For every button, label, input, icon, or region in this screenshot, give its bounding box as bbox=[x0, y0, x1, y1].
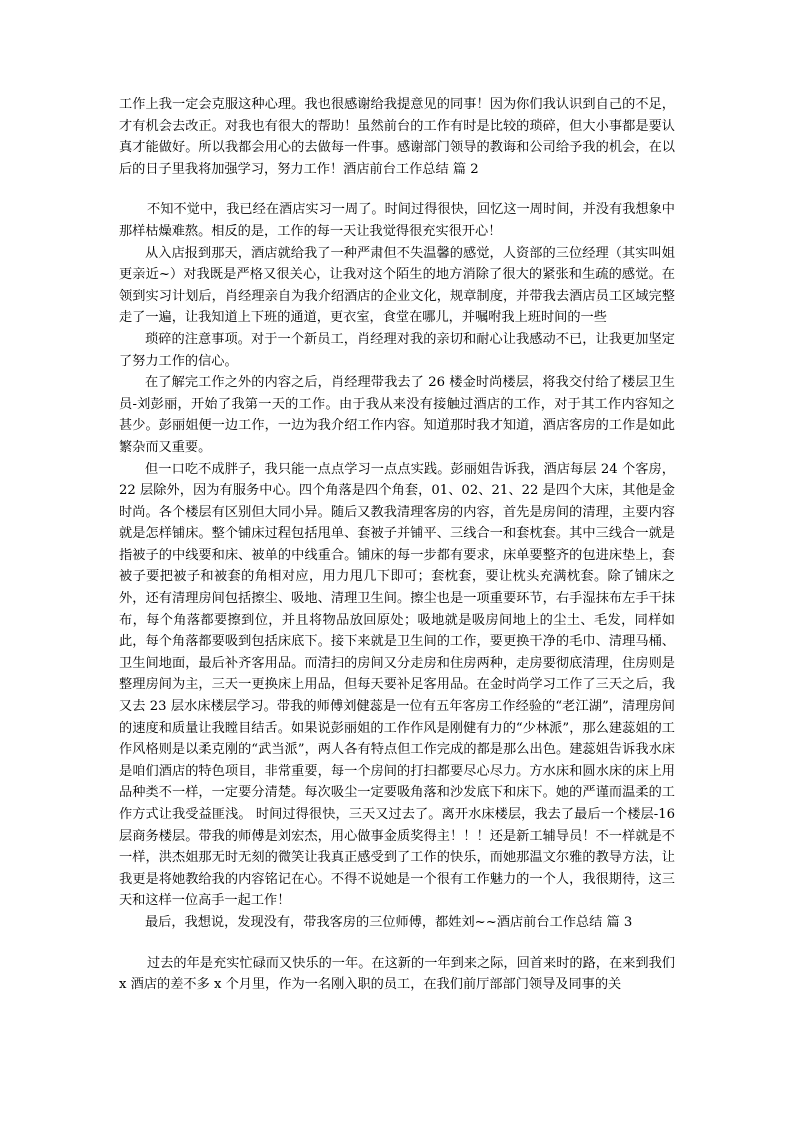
paragraph-3: 从入店报到那天，酒店就给我了一种严肃但不失温馨的感觉，人资部的三位经理（其实叫姐更亲近~）对我既是严格又很关心，让我对这个陌生的地方消除了很大的紧张和生疏的感觉。在领到实习计划后，肖经理亲自为我介绍酒店的企业文化，规章制度，并带我去酒店员工区域完整走了一遍，让我知道上下班的通道，更衣室，食堂在哪儿，并嘱咐我上班时间的一些 bbox=[119, 245, 675, 326]
paragraph-6: 但一口吃不成胖子，我只能一点点学习一点点实践。彭丽姐告诉我，酒店每层 24 个客房，22 层除外，因为有服务中心。四个角落是四个角套，01、02、21、22 是四个大床，其他是金时尚。各个楼层有区别但大同小异。随后又教我清理客房的内容，首先是房间的清理，主要内容就是怎样铺床。整个铺床过程包括甩单、套被子并铺平、三线合一和套枕套。其中三线合一就是指被子的中线要和床、被单的中线重合。铺床的每一步都有要求，床单要整齐的包进床垫上，套被子要把被子和被套的角相对应，用力甩几下即可；套枕套，要让枕头充满枕套。除了铺床之外，还有清理房间包括擦尘、吸地、清理卫生间。擦尘也是一项重要环节，右手湿抹布左手干抹布，每个角落都要擦到位，并且将物品放回原处；吸地就是吸房间地上的尘土、毛发，同样如此，每个角落都要吸到包括床底下。接下来就是卫生间的工作，要更换干净的毛巾、清理马桶、卫生间地面，最后补齐客用品。而清扫的房间又分走房和住房两种，走房要彻底清理，住房则是整理房间为主，三天一更换床上用品，但每天要补足客用品。在金时尚学习工作了三天之后，我又去 23 层水床楼层学习。带我的师傅刘健蕊是一位有五年客房工作经验的“老江湖”，清理房间的速度和质量让我瞠目结舌。如果说彭丽姐的工作作风是刚健有力的“少林派”，那么建蕊姐的工作风格则是以柔克刚的“武当派”，两人各有特点但工作完成的都是那么出色。建蕊姐告诉我水床是咱们酒店的特色项目，非常重要，每一个房间的打扫都要尽心尽力。方水床和圆水床的床上用品种类不一样，一定要分清楚。每次吸尘一定要吸角落和沙发底下和床下。她的严谨而温柔的工作方式让我受益匪浅。 时间过得很快，三天又过去了。离开水床楼层，我去了最后一个楼层-16 层商务楼层。带我的师傅是刘宏杰，用心做事金质奖得主！！！还是新工辅导员！不一样就是不一样，洪杰姐那无时无刻的微笑让我真正感受到了工作的快乐，而她那温文尔雅的教导方法，让我更是将她教给我的内容铭记在心。不得不说她是一个很有工作魅力的一个人，我很期待，这三天和这样一位高手一起工作！ bbox=[119, 461, 675, 909]
paragraph-8: 过去的年是充实忙碌而又快乐的一年。在这新的一年到来之际，回首来时的路，在来到我们 x 酒店的差不多 x 个月里，作为一名刚入职的员工，在我们前厅部部门领导及同事的关 bbox=[119, 955, 675, 993]
paragraph-1: 工作上我一定会克服这种心理。我也很感谢给我提意见的同事！因为你们我认识到自己的不足，才有机会去改正。对我也有很大的帮助！虽然前台的工作有时是比较的琐碎，但大小事都是要认真才能做好。所以我都会用心的去做每一件事。感谢部门领导的教诲和公司给予我的机会，在以后的日子里我将加强学习，努力工作！酒店前台工作总结 篇 2 bbox=[119, 97, 675, 177]
paragraph-7: 最后，我想说，发现没有，带我客房的三位师傅，都姓刘~~酒店前台工作总结 篇 3 bbox=[145, 914, 633, 930]
paragraph-2: 不知不觉中，我已经在酒店实习一周了。时间过得很快，回忆这一周时间，并没有我想象中那样枯燥难熬。相反的是，工作的每一天让我觉得很充实很开心！ bbox=[119, 202, 675, 239]
document-page bbox=[119, 94, 675, 996]
paragraph-4: 琐碎的注意事项。对于一个新员工，肖经理对我的亲切和耐心让我感动不已，让我更加坚定了努力工作的信心。 bbox=[119, 331, 675, 369]
paragraph-5: 在了解完工作之外的内容之后，肖经理带我去了 26 楼金时尚楼层，将我交付给了楼层卫生员-刘彭丽，开始了我第一天的工作。由于我从来没有接触过酒店的工作，对于其工作内容知之甚少。彭丽姐便一边工作，一边为我介绍工作内容。知道那时我才知道，酒店客房的工作是如此繁杂而又重要。 bbox=[119, 375, 675, 455]
